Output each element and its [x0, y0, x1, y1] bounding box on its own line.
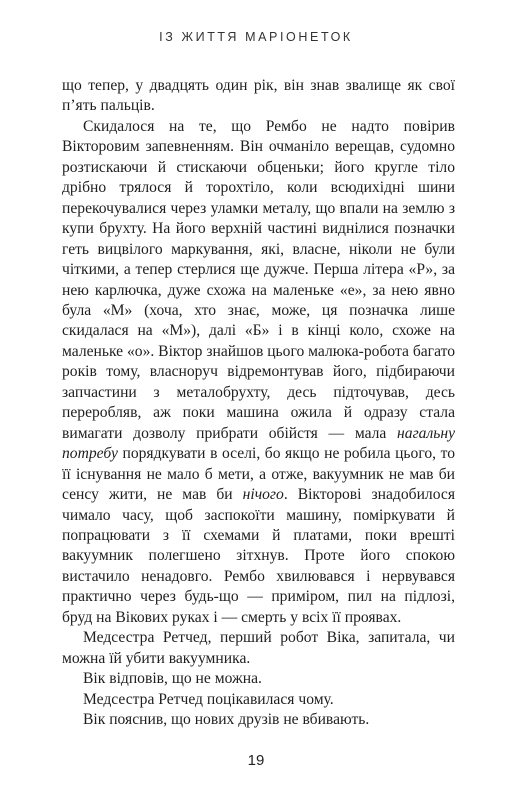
text-segment: Медсестра Ретчед, перший робот Віка, запитала, чи можна їй убити вакуумника.: [62, 629, 455, 667]
italic-text-segment: нагальну потребу: [62, 424, 455, 463]
text-segment: порядкувати в оселі, бо якщо не робила цього, то її існування не мало б мети, а отже, вакуумник не мав би сенсу жити, не мав би: [62, 445, 455, 504]
running-header: ІЗ ЖИТТЯ МАРІОНЕТОК: [159, 30, 353, 44]
paragraph-4: [62, 669, 455, 689]
body-text: [62, 76, 455, 731]
page-number: 19: [247, 752, 265, 769]
text-segment: Вік відповів, що не можна.: [83, 670, 262, 688]
text-segment: Медсестра Ретчед поцікавилася чому.: [83, 690, 334, 708]
italic-text-segment: нічого: [242, 486, 284, 504]
text-segment: Скидалося на те, що Рембо не надто повірив Вікторовим запевненням. Він очманіло верещав, судомно розтискаючи й стискаючи обценьки; його кругле тіло дрібно трялося й торохтіло, коли всюдихідні шини перекочувалися через уламки металу, що впали на землю з купи брухту. На його верхній частині виднілися позначки геть вицвілого маркування, які, власне, ніколи не були чіткими, а тепер стерлися ще дужче. Перша літера «Р», за нею карлючка, дуже схожа на маленьке «е», за нею явно була «М» (хоча, хто знає, може, ця позначка лише скидалася на «М»), далі «Б» і в кінці коло, схоже на маленьке «о». Віктор знайшов цього малюка-робота багато років тому, власноруч відремонтував його, підбираючи запчастини з металобрухту, десь підточував, десь переробляв, аж поки машина ожила й одразу стала вимагати дозволу прибрати обійстя — мала: [62, 117, 455, 442]
paragraph-2: [62, 117, 455, 628]
text-segment: . Вікторові знадобилося чимало часу, щоб заспокоїти машину, поміркувати й попрацювати з її схемами й платами, поки врешті вакуумник полегшено зітхнув. Проте його спокою вистачило ненадовго. Рембо хвилювався і нервувався практично через будь-що — приміром, пил на підлозі, бруд на Вікових руках і — смерть у всіх її проявах.: [62, 486, 455, 626]
text-segment: Вік пояснив, що нових друзів не вбивають.: [83, 711, 370, 729]
paragraph-1: [62, 76, 455, 117]
paragraph-6: [62, 710, 455, 730]
paragraph-3: [62, 628, 455, 669]
text-segment: що тепер, у двадцять один рік, він знав звалище як свої п’ять пальців.: [62, 77, 455, 115]
paragraph-5: [62, 690, 455, 710]
